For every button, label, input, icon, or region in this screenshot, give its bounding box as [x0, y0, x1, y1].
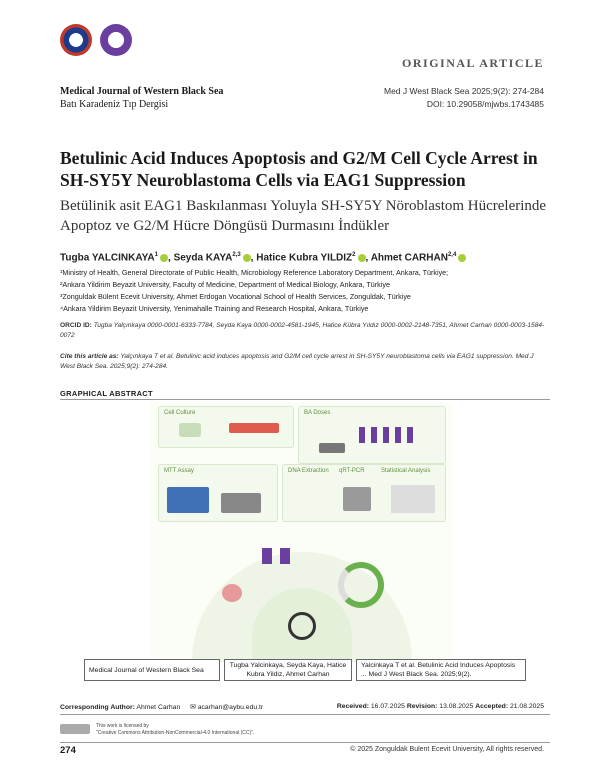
divider — [60, 399, 550, 400]
panel-label: Statistical Analysis — [381, 468, 431, 474]
license-text — [96, 723, 254, 737]
orcid-icon[interactable] — [160, 254, 168, 262]
correspondence — [60, 703, 263, 711]
panel-label: BA Doses — [304, 410, 331, 416]
license-line: "Creative Commons Attribution-NonCommercial-4.0 International (CC)". — [96, 730, 255, 736]
cite-as — [60, 352, 550, 371]
correspondence-name: Ahmet Carhan — [136, 704, 181, 711]
journal-logo — [100, 24, 132, 56]
divider — [60, 714, 550, 715]
ga-footer-citation: Yalcinkaya T et al. Betulinic Acid Induces Apoptosis ... Med J West Black Sea. 2025;9(2). — [356, 659, 526, 681]
correspondence-label: Corresponding Author: — [60, 704, 135, 711]
cell-cycle-icon — [338, 562, 384, 608]
panel-label: DNA Extraction — [288, 468, 329, 474]
affiliation: ⁴Ankara Yildirim Beyazit University, Yenimahalle Training and Research Hospital, Ankara, Türkiye — [60, 304, 369, 313]
cell-culture-panel — [158, 406, 294, 448]
email-icon: ✉ — [190, 704, 196, 711]
revision-date: 13.08.2025 — [439, 703, 474, 710]
orcid-label: ORCID ID: — [60, 322, 92, 329]
ba-doses-panel — [298, 406, 446, 464]
cite-as-text: Yalçınkaya T et al. Betulinic acid induces apoptosis and G2/M cell cycle arrest in SH-SY5Y neuroblastoma cells via EAG1 suppression. Med J West Black Sea. 2025;9(2): 274-284. — [60, 353, 534, 370]
revision-label: Revision: — [406, 703, 438, 710]
ga-footer-journal: Medical Journal of Western Black Sea — [84, 659, 220, 681]
university-logo — [60, 24, 92, 56]
correspondence-email[interactable]: acarhan@aybu.edu.tr — [197, 704, 264, 711]
author-name: Hatice Kubra YILDIZ — [256, 252, 353, 264]
copyright: © 2025 Zonguldak Bulent Ecevit University, All rights reserved. — [350, 746, 544, 753]
orcid-icon[interactable] — [458, 254, 466, 262]
license-line: This work is licensed by — [96, 723, 149, 729]
accepted-label: Accepted: — [475, 703, 509, 710]
orcid-text: Tugba Yalçınkaya 0000-0001-6333-7784, Seyda Kaya 0000-0002-4581-1945, Hatice Kübra Yıldız 0000-0002-2148-7351, Ahmet Carhan 0000-0003-1584-0072 — [60, 322, 545, 339]
article-title-tr: Betülinik asit EAG1 Baskılanması Yoluyla SH-SY5Y Nöroblastom Hücrelerinde Apoptoz ve G2/M Hücre Döngüsü Durmasını İndükler — [60, 198, 547, 234]
article-title: Betulinic Acid Induces Apoptosis and G2/M Cell Cycle Arrest in SH-SY5Y Neuroblastoma Cells via EAG1 Suppression — [60, 148, 538, 190]
cc-license-icon[interactable] — [60, 724, 90, 734]
accepted-date: 21.08.2025 — [509, 703, 544, 710]
article-dates — [337, 703, 544, 710]
cite-as-label: Cite this article as: — [60, 353, 119, 360]
affiliation: ¹Ministry of Health, General Directorate of Public Health, Microbiology Reference Laboratory Department, Ankara, Türkiye; — [60, 268, 449, 277]
author-sup: 1 — [154, 252, 158, 258]
divider — [60, 742, 550, 743]
panel-label: qRT-PCR — [339, 468, 365, 474]
graphical-abstract-heading: GRAPHICAL ABSTRACT — [60, 389, 153, 398]
ga-footer-authors: Tugba Yalcinkaya, Seyda Kaya, Hatice Kubra Yildiz, Ahmet Carhan — [224, 659, 352, 681]
author-sup: 2,4 — [447, 252, 457, 258]
author-sup: 2 — [352, 252, 356, 258]
magnifier-icon — [288, 612, 316, 640]
orcid-ids — [60, 321, 550, 340]
author-name: Seyda KAYA — [173, 252, 233, 264]
article-type: ORIGINAL ARTICLE — [402, 56, 544, 70]
panel-label: MTT Assay — [164, 468, 194, 474]
author-list: Tugba YALCINKAYA$^1$ , Seyda KAYA$^{2,3}$ , Hatice Kubra YILDIZ$^2$ , Ahmet CARHAN$^{2,4}$ — [60, 252, 466, 263]
received-label: Received: — [336, 703, 369, 710]
affiliation: ²Ankara Yildirim Beyazit University, Faculty of Medicine, Department of Medical Biology, Ankara, Türkiye — [60, 280, 390, 289]
author-name: Ahmet CARHAN — [370, 252, 448, 264]
analysis-panel — [282, 464, 446, 522]
channel-icon — [262, 548, 272, 564]
received-date: 16.07.2025 — [370, 703, 405, 710]
page-number: 274 — [60, 745, 76, 756]
author-name: Tugba YALCINKAYA — [60, 252, 155, 264]
apoptotic-cell-icon — [222, 584, 242, 602]
journal-citation: Med J West Black Sea 2025;9(2): 274-284 — [383, 86, 544, 96]
doi[interactable]: DOI: 10.29058/mjwbs.1743485 — [426, 99, 544, 109]
journal-name: Medical Journal of Western Black Sea — [60, 86, 224, 97]
panel-label: Cell Culture — [164, 410, 196, 416]
affiliation: ³Zonguldak Bülent Ecevit University, Ahmet Erdogan Vocational School of Health Services, Zonguldak, Türkiye — [60, 292, 411, 301]
orcid-icon[interactable] — [243, 254, 251, 262]
author-sup: 2,3 — [232, 252, 241, 258]
journal-name-tr: Batı Karadeniz Tıp Dergisi — [60, 99, 169, 110]
mtt-assay-panel — [158, 464, 278, 522]
graphical-abstract-figure — [150, 402, 452, 658]
orcid-icon[interactable] — [358, 254, 366, 262]
channel-icon — [280, 548, 290, 564]
